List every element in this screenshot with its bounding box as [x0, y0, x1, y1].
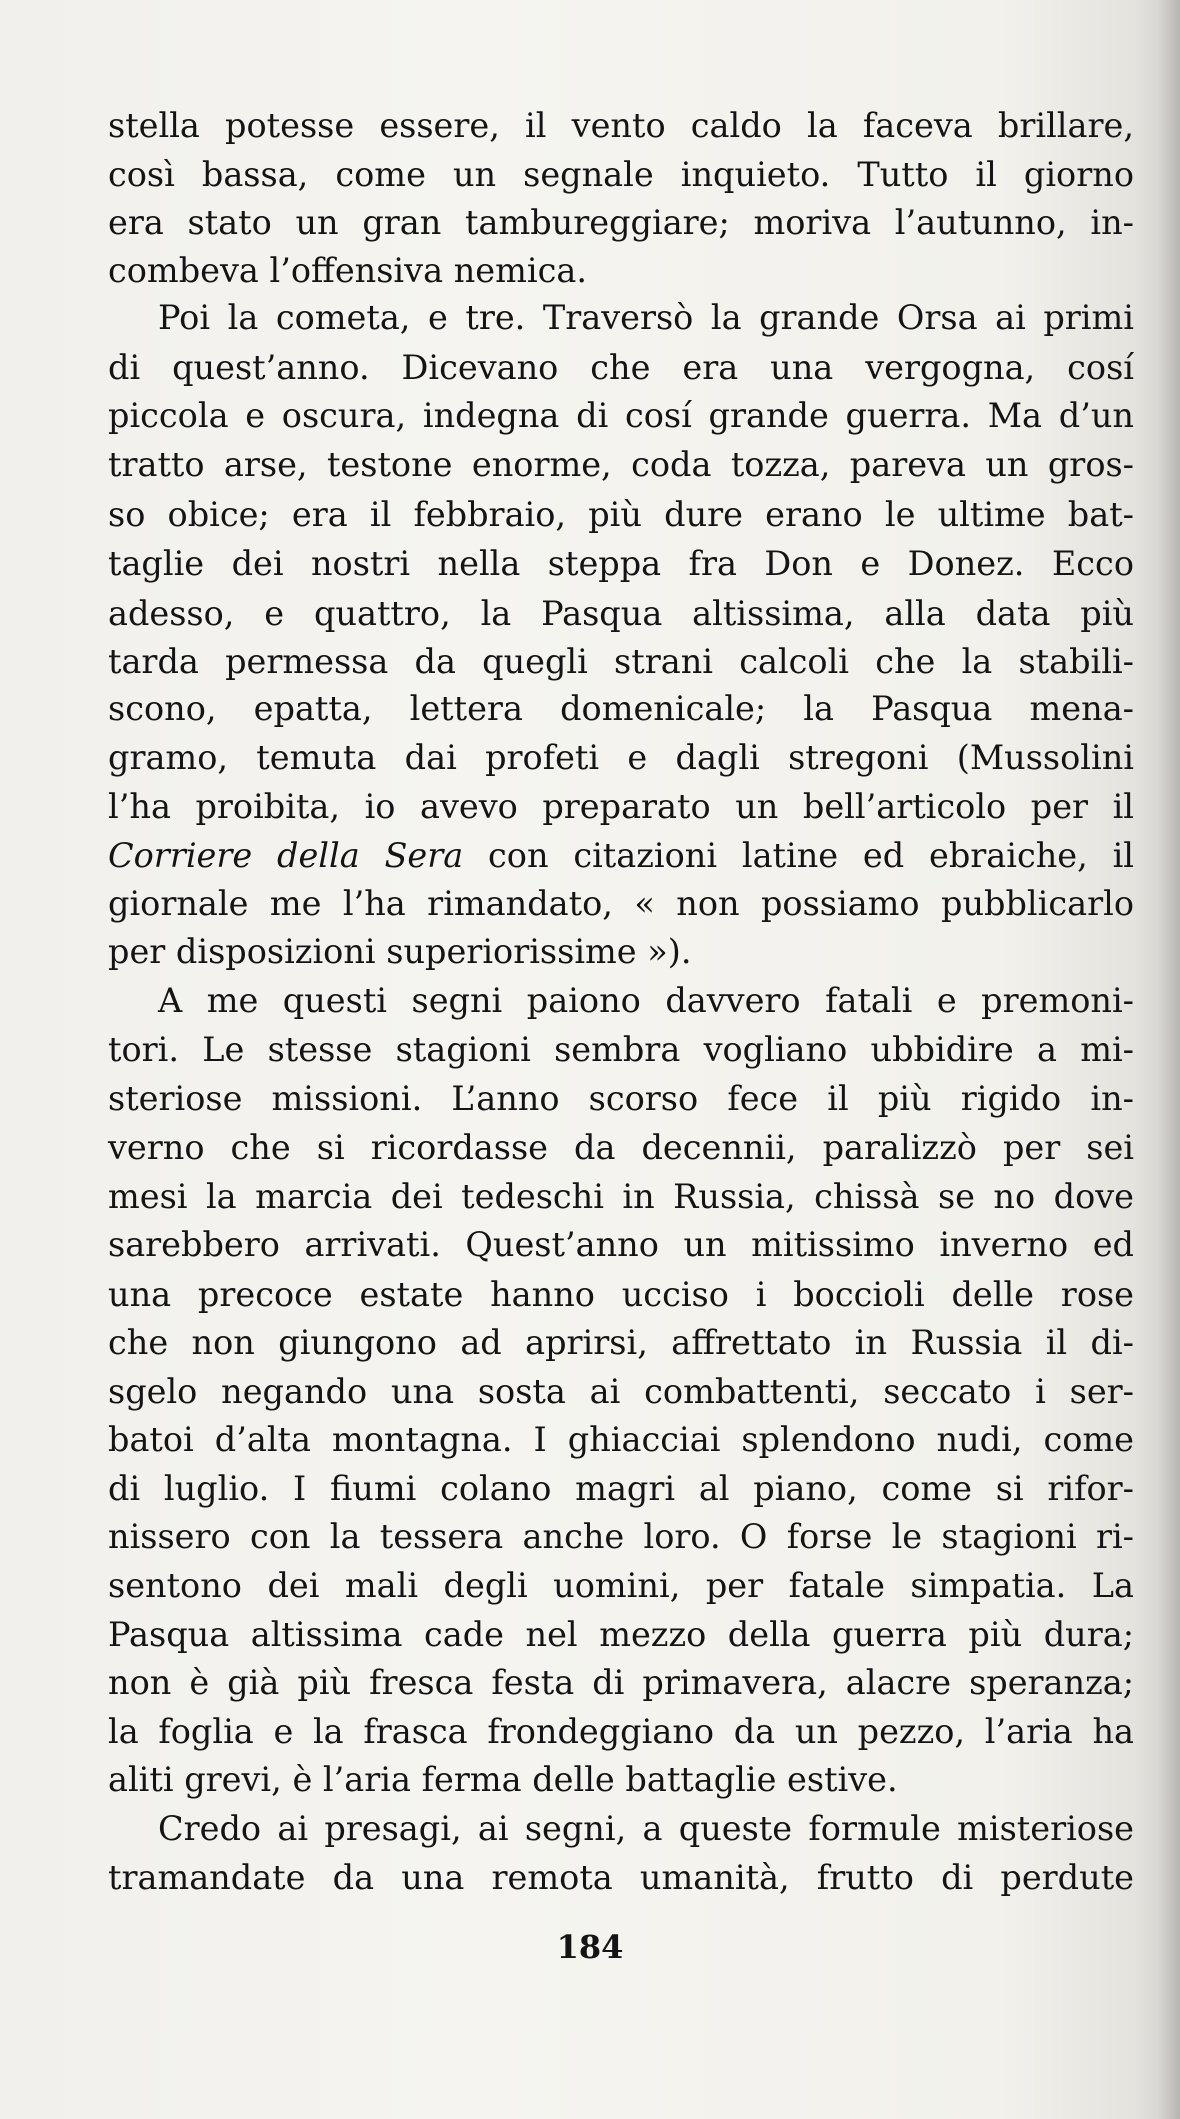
page-number: 184 — [556, 1928, 624, 1966]
text-line: scono, epatta, lettera domenicale; la Pasqua mena- — [108, 689, 1134, 728]
page-edge-shadow — [1158, 0, 1180, 2119]
text-line: tarda permessa da quegli strani calcoli che la stabili- — [108, 642, 1134, 681]
text-line: sentono dei mali degli uomini, per fatale simpatia. La — [108, 1566, 1134, 1605]
text-line: tratto arse, testone enorme, coda tozza, pareva un gros- — [108, 445, 1134, 484]
text-line: l’ha proibita, io avevo preparato un bell’articolo per il — [108, 787, 1134, 826]
text-line: gramo, temuta dai profeti e dagli stregoni (Mussolini — [108, 738, 1134, 777]
text-line: verno che si ricordasse da decennii, paralizzò per sei — [108, 1128, 1134, 1167]
text-line: una precoce estate hanno ucciso i boccioli delle rose — [108, 1275, 1134, 1314]
text-line: di quest’anno. Dicevano che era una vergogna, cosí — [108, 348, 1134, 387]
newspaper-title: Corriere della Sera — [108, 836, 464, 875]
text-line: adesso, e quattro, la Pasqua altissima, alla data più — [108, 594, 1134, 633]
text-line: Pasqua altissima cade nel mezzo della guerra più dura; — [108, 1615, 1134, 1654]
text-line: così bassa, come un segnale inquieto. Tutto il giorno — [108, 155, 1134, 194]
text-line: A me questi segni paiono davvero fatali e premoni- — [158, 981, 1134, 1020]
text-line-rest: con citazioni latine ed ebraiche, il — [463, 836, 1134, 875]
text-line: Credo ai presagi, ai segni, a queste formule misteriose — [158, 1809, 1134, 1848]
text-line — [108, 831, 1134, 881]
text-line: sgelo negando una sosta ai combattenti, seccato i ser- — [108, 1372, 1134, 1411]
text-line: giornale me l’ha rimandato, « non possiamo pubblicarlo — [108, 884, 1134, 923]
text-line: la foglia e la frasca frondeggiano da un pezzo, l’aria ha — [108, 1712, 1134, 1751]
text-line: nissero con la tessera anche loro. O forse le stagioni ri- — [108, 1517, 1134, 1556]
text-line: non è già più fresca festa di primavera, alacre speranza; — [108, 1663, 1134, 1702]
text-line: era stato un gran tambureggiare; moriva l’autunno, in- — [108, 203, 1134, 242]
text-line: aliti grevi, è l’aria ferma delle battaglie estive. — [108, 1760, 898, 1799]
text-line: batoi d’alta montagna. I ghiacciai splendono nudi, come — [108, 1420, 1134, 1459]
text-line: stella potesse essere, il vento caldo la faceva brillare, — [108, 106, 1134, 145]
text-line: tramandate da una remota umanità, frutto di perdute — [108, 1858, 1134, 1897]
text-line: sarebbero arrivati. Quest’anno un mitissimo inverno ed — [108, 1225, 1134, 1264]
text-line: combeva l’offensiva nemica. — [108, 251, 587, 290]
text-line: che non giungono ad aprirsi, affrettato in Russia il di- — [108, 1323, 1134, 1362]
text-line: per disposizioni superiorissime »). — [108, 932, 692, 971]
text-line: so obice; era il febbraio, più dure erano le ultime bat- — [108, 495, 1134, 534]
text-line: tori. Le stesse stagioni sembra vogliano ubbidire a mi- — [108, 1030, 1134, 1069]
text-line: taglie dei nostri nella steppa fra Don e Donez. Ecco — [108, 544, 1134, 583]
text-line: Poi la cometa, e tre. Traversò la grande Orsa ai primi — [158, 298, 1134, 337]
text-line: steriose missioni. L’anno scorso fece il più rigido in- — [108, 1079, 1134, 1118]
text-line: mesi la marcia dei tedeschi in Russia, chissà se no dove — [108, 1177, 1134, 1216]
text-line: piccola e oscura, indegna di cosí grande guerra. Ma d’un — [108, 396, 1134, 435]
text-line: di luglio. I fiumi colano magri al piano, come si rifor- — [108, 1469, 1134, 1508]
